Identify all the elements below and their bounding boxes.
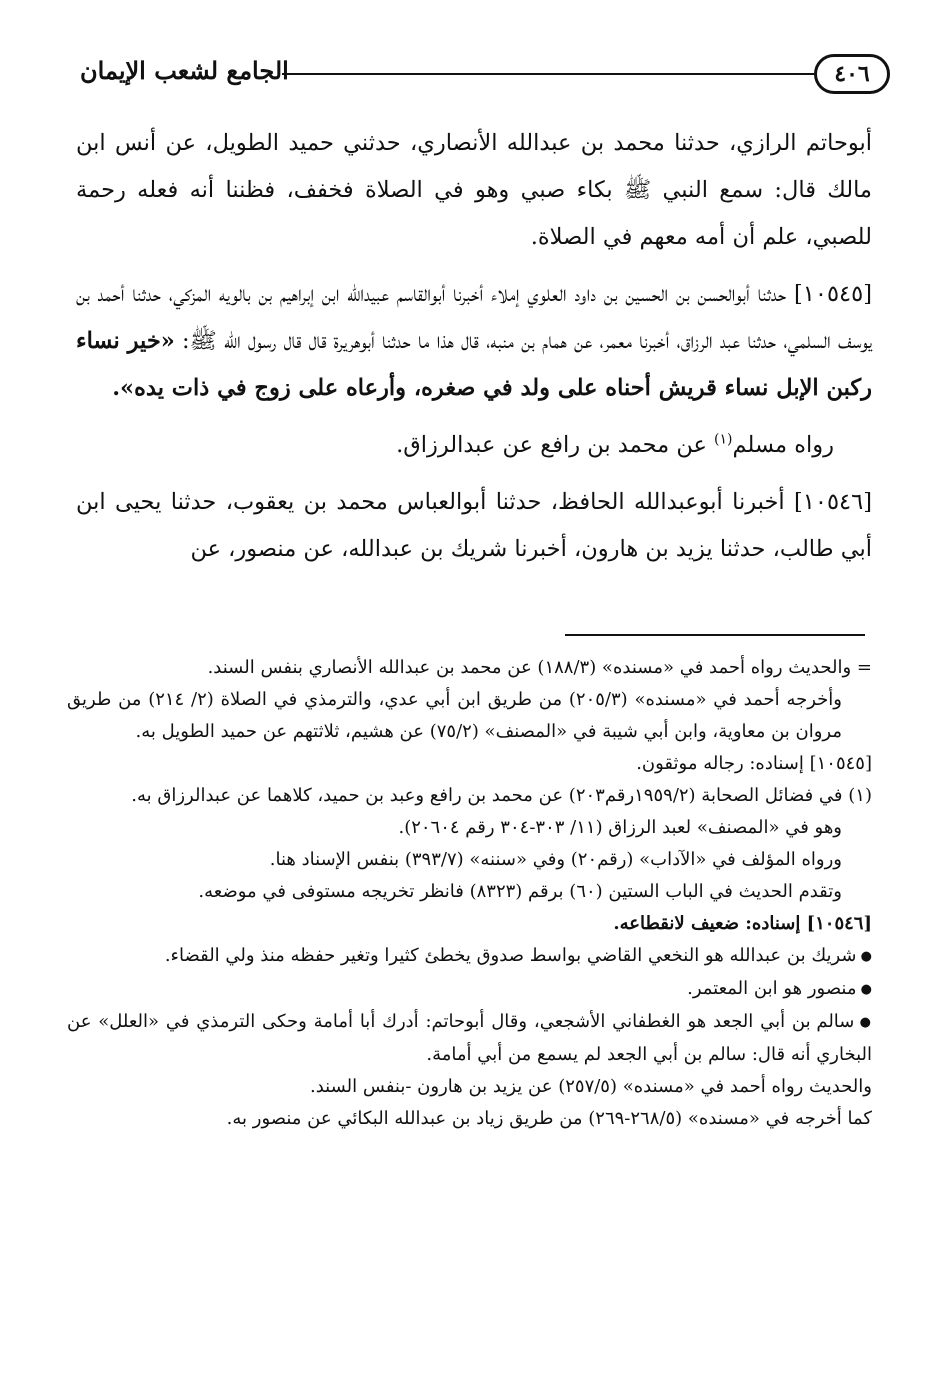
paragraph-10545	[76, 271, 872, 412]
hadith-number: [١٠٥٤٥]	[794, 281, 873, 307]
running-title: الجامع لشعب الإيمان	[80, 56, 289, 85]
footnote-rule	[565, 634, 865, 636]
note-line: وتقدم الحديث في الباب الستين (٦٠) برقم (٨٣٢٣) فانظر تخريجه مستوفى في موضعه.	[198, 881, 842, 902]
note-line: (١) في فضائل الصحابة (١٩٥٩/٢رقم٢٠٣) عن محمد بن رافع وعبد بن حميد، كلاهما عن عبدالرزاق به.	[131, 785, 872, 806]
note-bullet: ● سالم بن أبي الجعد هو الغطفاني الأشجعي، وقال أبوحاتم: أدرك أبا أمامة وحكى الترمذي في «العلل» عن البخاري أنه قال: سالم بن أبي الجعد لم يسمع من أبي أمامة.	[67, 1006, 872, 1071]
note-line: [١٠٥٤٥] إسناده: رجاله موثقون.	[636, 753, 872, 774]
note-line: وأخرجه أحمد في «مسنده» (٢٠٥/٣) من طريق ابن أبي عدي، والترمذي في الصلاة (٢/ ٢١٤) من طريق مروان بن معاوية، وابن أبي شيبة في «المصنف» (٧٥/٢) عن هشيم، ثلاثتهم عن حميد الطويل به.	[67, 689, 842, 742]
paragraph-takhrij	[76, 422, 872, 469]
note-bullet: ● منصور هو ابن المعتمر.	[67, 973, 872, 1006]
isnad-text: أخبرنا أبوعبدالله الحافظ، حدثنا أبوالعباس محمد بن يعقوب، حدثنا يحيى ابن أبي طالب، حدثنا يزيد بن هارون، أخبرنا شريك بن عبدالله، عن منصور، عن	[76, 489, 872, 562]
takhrij-text-b: عن محمد بن رافع عن عبدالرزاق.	[396, 432, 707, 458]
paragraph-10546	[76, 479, 872, 573]
note-line: = والحديث رواه أحمد في «مسنده» (١٨٨/٣) عن محمد بن عبدالله الأنصاري بنفس السند.	[207, 657, 872, 678]
takhrij-text-a: رواه مسلم	[732, 432, 834, 458]
isnad-text: حدثنا أبوالحسن بن الحسين بن داود العلوي إملاء أخبرنا أبوالقاسم عبيدالله ابن إبراهيم بن بالويه المزكي، حدثنا أحمد بن يوسف السلمي، حدثنا عبد الرزاق، أخبرنا معمر، عن همام بن منبه، قال هذا ما حدثنا أبوهريرة قال قال رسول الله ﷺ:	[76, 281, 872, 354]
hadith-matn: «خير نساء ركبن الإبل نساء قريش أحناه على ولد في صغره، وأرعاه على زوج في ذات يده».	[76, 328, 872, 401]
footnotes	[67, 652, 872, 1135]
note-line: والحديث رواه أحمد في «مسنده» (٢٥٧/٥) عن يزيد بن هارون -بنفس السند.	[310, 1076, 872, 1097]
page-number: ٤٠٦	[814, 54, 890, 94]
note-line: [١٠٥٤٦] إسناده: ضعيف لانقطاعه.	[613, 913, 872, 934]
note-line: ورواه المؤلف في «الآداب» (رقم٢٠) وفي «سننه» (٣٩٣/٧) بنفس الإسناد هنا.	[269, 849, 842, 870]
page-header	[70, 38, 890, 108]
main-text	[76, 120, 872, 583]
header-rule	[282, 73, 814, 75]
note-line: وهو في «المصنف» لعبد الرزاق (١١/ ٣٠٣-٣٠٤ رقم ٢٠٦٠٤).	[398, 817, 842, 838]
hadith-number: [١٠٥٤٦]	[794, 489, 872, 515]
paragraph-1: أبوحاتم الرازي، حدثنا محمد بن عبدالله الأنصاري، حدثني حميد الطويل، عن أنس ابن مالك قال: سمع النبي ﷺ بكاء صبي وهو في الصلاة فخفف، فظننا أنه فعله رحمة للصبي، علم أن أمه معهم في الصلاة.	[76, 130, 872, 250]
note-bullet: ● شريك بن عبدالله هو النخعي القاضي بواسط صدوق يخطئ كثيرا وتغير حفظه منذ ولي القضاء.	[67, 940, 872, 973]
note-line: كما أخرجه في «مسنده» (٢٦٨/٥-٢٦٩) من طريق زياد بن عبدالله البكائي عن منصور به.	[226, 1108, 872, 1129]
footnote-ref: (١)	[714, 431, 733, 448]
